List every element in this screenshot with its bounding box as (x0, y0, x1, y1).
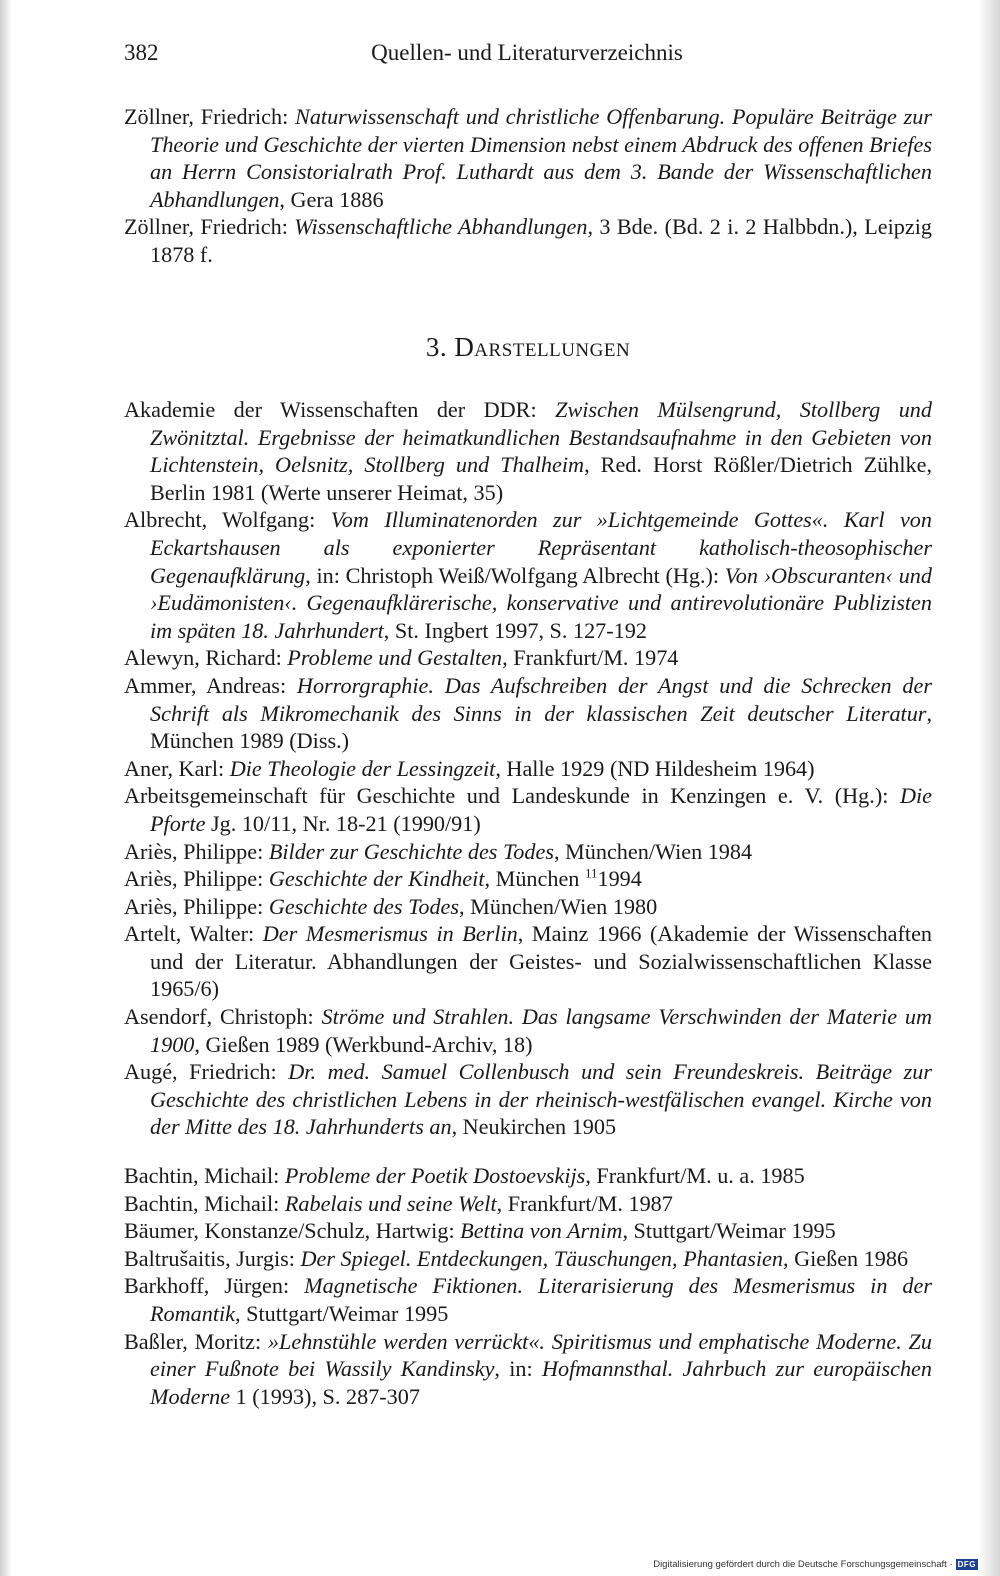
entry-details-continued: 1 (1993), S. 287-307 (230, 1383, 420, 1409)
entry-details-continued: 1994 (597, 866, 642, 892)
entry-edition: 11 (584, 865, 598, 881)
entry-title: Dr. med. Samuel Collenbusch und sein Freundeskreis. Beiträge zur Geschichte des christlichen Lebens in der rheinisch-westfälischen evangel. Kirche von der Mitte des 18. Jahrhunderts an (150, 1059, 932, 1140)
bibliography-entry (124, 1003, 932, 1058)
entry-author: Bachtin, Michail: (124, 1163, 285, 1188)
entry-details: , Stuttgart/Weimar 1995 (622, 1218, 836, 1244)
bibliography-entry (124, 506, 932, 644)
digitization-footer (653, 1559, 978, 1570)
bibliography-entry (124, 920, 932, 1003)
entry-author: Arbeitsgemeinschaft für Geschichte und Landeskunde in Kenzingen e. V. (Hg.): (124, 783, 900, 809)
entry-title: Wissenschaftliche Abhandlungen (294, 214, 588, 240)
entry-details: , Gera 1886 (279, 186, 384, 212)
entry-details: , 3 Bde. (Bd. 2 i. 2 Halbbdn.), Leipzig 1878 f. (150, 214, 932, 267)
page-edge-shadow-right (978, 0, 1000, 1576)
bibliography-entry (124, 1058, 932, 1141)
bibliography-entry (124, 1217, 932, 1245)
bibliography-block-primary-sources (124, 103, 932, 269)
page-edge-shadow-left (0, 0, 12, 1576)
entry-author: Akademie der Wissenschaften der DDR: (124, 397, 556, 422)
entry-title: Naturwissenschaft und christliche Offenbarung. Populäre Beiträge zur Theorie und Geschichte der vierten Dimension nebst einem Abdruck des offenen Briefes an Herrn Consistorialrath Prof. Luthardt aus dem 3. Bande der Wissenschaftlichen Abhandlungen (150, 104, 932, 212)
entry-title: Der Spiegel. Entdeckungen, Täuschungen, Phantasien (300, 1245, 783, 1271)
entry-title: Der Mesmerismus in Berlin (262, 921, 518, 947)
entry-details: , Frankfurt/M. 1974 (502, 645, 679, 671)
entry-details: , München/Wien 1984 (553, 838, 753, 864)
entry-details: , Gießen 1986 (782, 1245, 909, 1271)
entry-title: Die Theologie der Lessingzeit (229, 755, 496, 781)
entry-title: »Lehnstühle werden verrückt«. Spiritismus und emphatische Moderne. Zu einer Fußnote bei Wassily Kandinsky (150, 1328, 932, 1382)
entry-author: Asendorf, Christoph: (124, 1004, 322, 1030)
entry-title: Zwischen Mülsengrund, Stollberg und Zwönitztal. Ergebnisse der heimatkundlichen Bestandsaufnahme in den Gebieten von Lichtenstein, Oelsnitz, Stollberg und Thalheim (150, 397, 932, 478)
entry-details: , Red. Horst Rößler/Dietrich Zühlke, Berlin 1981 (Werte unserer Heimat, 35) (150, 452, 932, 505)
entry-author: Augé, Friedrich: (124, 1059, 289, 1085)
entry-author: Albrecht, Wolfgang: (124, 507, 331, 533)
bibliography-entry (124, 1162, 932, 1190)
entry-details: , München 1989 (Diss.) (150, 700, 932, 754)
entry-title: Geschichte der Kindheit (268, 866, 485, 892)
bibliography-entry (124, 838, 932, 866)
running-title: Quellen- und Literaturverzeichnis (371, 40, 683, 65)
bibliography-entry (124, 1272, 932, 1327)
bibliography-entry (124, 396, 932, 506)
entry-container-title: Hofmannsthal. Jahrbuch zur europäischen Moderne (150, 1356, 932, 1409)
entry-title: Horrorgraphie. Das Aufschreiben der Angst und die Schrecken der Schrift als Mikromechanik des Sinns in der klassischen Zeit deutscher Literatur (150, 672, 932, 726)
entry-details: , in: (494, 1356, 542, 1382)
entry-details: , in: Christoph Weiß/Wolfgang Albrecht (Hg.): (305, 562, 725, 588)
entry-title: Probleme der Poetik Dostoevskijs (284, 1163, 586, 1188)
entry-title: Die Pforte (150, 783, 932, 836)
entry-title: Probleme und Gestalten (287, 645, 503, 671)
entry-details: , Frankfurt/M. 1987 (496, 1190, 673, 1216)
entry-author: Bäumer, Konstanze/Schulz, Hartwig: (124, 1218, 461, 1244)
entry-author: Ariès, Philippe: (124, 866, 269, 892)
bibliography-entry (124, 103, 932, 213)
entry-author: Zöllner, Friedrich: (124, 104, 296, 129)
bibliography-entry (124, 1245, 932, 1273)
entry-author: Zöllner, Friedrich: (124, 214, 295, 240)
entry-title: Bilder zur Geschichte des Todes (268, 838, 554, 864)
entry-author: Baßler, Moritz: (124, 1328, 268, 1354)
entry-details: , Halle 1929 (ND Hildesheim 1964) (495, 755, 815, 781)
entry-details: , Neukirchen 1905 (451, 1114, 617, 1140)
entry-title: Rabelais und seine Welt (284, 1190, 497, 1216)
entry-title: Bettina von Arnim (460, 1218, 623, 1244)
section-heading (124, 330, 932, 364)
bibliography-block-b (124, 1162, 932, 1410)
entry-details: Jg. 10/11, Nr. 18-21 (1990/91) (205, 810, 481, 836)
entry-author: Ariès, Philippe: (124, 893, 269, 919)
entry-details: , Stuttgart/Weimar 1995 (235, 1300, 449, 1326)
entry-author: Baltrušaitis, Jurgis: (124, 1245, 301, 1271)
entry-title: Vom Illuminatenorden zur »Lichtgemeinde Gottes«. Karl von Eckartshausen als exponierter Repräsentant katholisch-theosophischer Gegenaufklärung (150, 507, 932, 588)
bibliography-block-a (124, 396, 932, 1141)
entry-author: Alewyn, Richard: (124, 645, 288, 671)
bibliography-entry (124, 672, 932, 755)
bibliography-entry (124, 893, 932, 921)
entry-details: , Mainz 1966 (Akademie der Wissenschaften und der Literatur. Abhandlungen der Geistes- und Sozialwissenschaftlichen Klasse 1965/6) (150, 921, 933, 1002)
bibliography-entry (124, 1328, 932, 1411)
entry-details: , München (484, 866, 585, 892)
entry-author: Artelt, Walter: (124, 921, 263, 947)
entry-details: , München/Wien 1980 (459, 893, 658, 919)
bibliography-entry (124, 644, 932, 672)
page-number: 382 (124, 40, 159, 65)
entry-details: , Gießen 1989 (Werkbund-Archiv, 18) (194, 1031, 533, 1057)
bibliography-entry (124, 213, 932, 268)
entry-title: Geschichte des Todes (268, 893, 460, 919)
section-number: 3. (425, 332, 448, 362)
entry-author: Aner, Karl: (124, 755, 230, 781)
footer-text: Digitalisierung gefördert durch die Deutsche Forschungsgemeinschaft · (653, 1559, 953, 1570)
entry-author: Ammer, Andreas: (124, 672, 297, 698)
section-title: Darstellungen (454, 332, 631, 362)
bibliography-entry (124, 755, 932, 783)
entry-details: , Frankfurt/M. u. a. 1985 (585, 1163, 805, 1188)
bibliography-entry (124, 782, 932, 837)
bibliography-entry (124, 865, 932, 893)
entry-author: Bachtin, Michail: (124, 1190, 285, 1216)
bibliography-entry (124, 1190, 932, 1218)
entry-author: Ariès, Philippe: (124, 838, 269, 864)
entry-title: Magnetische Fiktionen. Literarisierung des Mesmerismus in der Romantik (150, 1273, 932, 1326)
dfg-logo-icon: DFG (957, 1560, 976, 1569)
entry-title: Ströme und Strahlen. Das langsame Verschwinden der Materie um 1900 (150, 1004, 932, 1057)
entry-details-continued: , St. Ingbert 1997, S. 127-192 (383, 617, 647, 643)
entry-author: Barkhoff, Jürgen: (124, 1273, 305, 1299)
entry-container-title: Von ›Obscuranten‹ und ›Eudämonisten‹. Gegenaufklärerische, konservative und antirevolutionäre Publizisten im späten 18. Jahrhundert (150, 562, 932, 643)
